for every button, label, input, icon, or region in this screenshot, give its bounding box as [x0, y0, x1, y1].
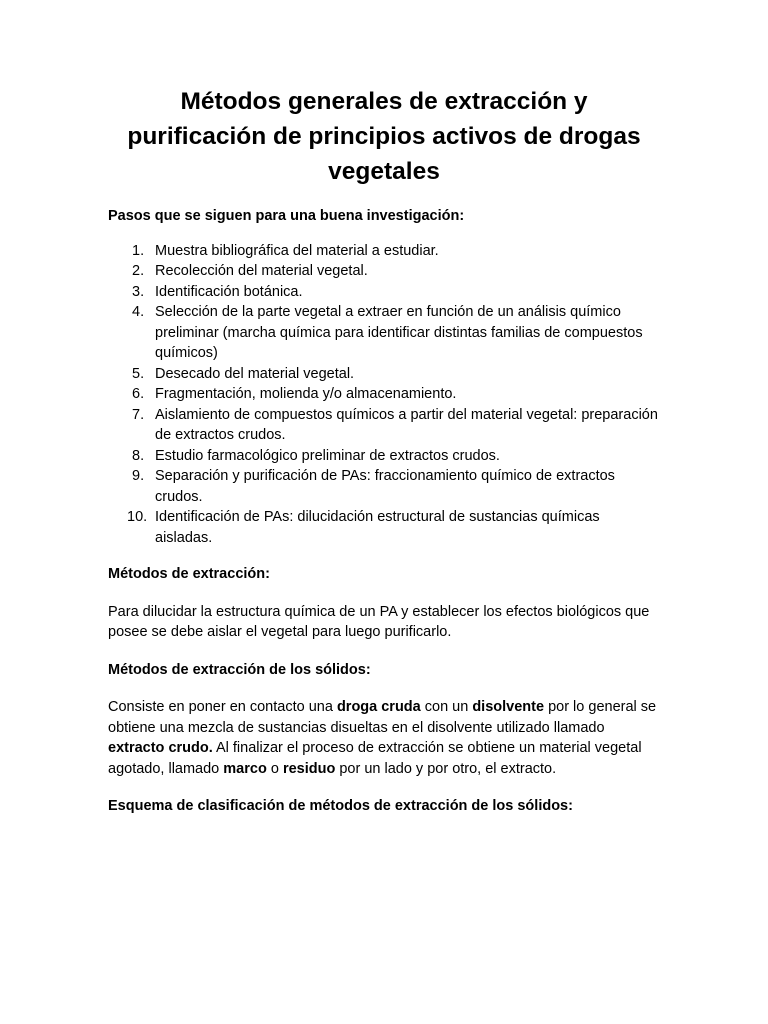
list-item [108, 446, 660, 467]
list-item-text: Estudio farmacológico preliminar de extractos crudos. [155, 447, 500, 464]
list-item-number: 10. [127, 509, 148, 525]
list-item-text: Aislamiento de compuestos químicos a partir del material vegetal: preparación de extractos crudos. [155, 406, 658, 443]
extraction-methods-paragraph: Para dilucidar la estructura química de un PA y establecer los efectos biológicos que posee se debe aislar el vegetal para luego purificarlo. [108, 603, 650, 640]
list-item [108, 507, 660, 548]
list-item-number: 8. [132, 447, 145, 464]
list-item-text: Muestra bibliográfica del material a estudiar. [155, 242, 439, 259]
paragraph-text: o [266, 760, 283, 777]
bold-term-marco: marco [223, 760, 267, 777]
list-item [108, 282, 660, 303]
paragraph-text: Al finalizar el proceso de extracción se obtiene un material vegetal agotado, llamado [108, 740, 642, 777]
list-item [108, 466, 660, 507]
paragraph-text: por lo general se obtiene una mezcla de sustancias disueltas en el disolvente utilizado llamado [108, 699, 657, 736]
list-item-number: 7. [132, 406, 145, 423]
paragraph-text: por un lado y por otro, el extracto. [335, 760, 557, 777]
list-item-text: Separación y purificación de PAs: fraccionamiento químico de extractos crudos. [155, 468, 615, 505]
list-item-text: Recolección del material vegetal. [155, 263, 368, 279]
list-item [108, 241, 660, 262]
list-item-number: 6. [132, 386, 145, 402]
list-item-number: 4. [132, 304, 145, 320]
solid-extraction-heading: Métodos de extracción de los sólidos: [108, 661, 371, 678]
list-item [108, 302, 660, 364]
list-item [108, 384, 660, 405]
paragraph-text: Consiste en poner en contacto una [108, 699, 337, 715]
bold-term-extracto-crudo: extracto crudo. [108, 740, 213, 756]
list-item [108, 261, 660, 282]
list-item-text: Fragmentación, molienda y/o almacenamiento. [155, 386, 457, 402]
document-title: Métodos generales de extracción y purificación de principios activos de drogas vegetales [127, 88, 641, 185]
list-item-number: 5. [132, 365, 145, 382]
extraction-methods-heading: Métodos de extracción: [108, 566, 270, 582]
list-item-text: Desecado del material vegetal. [155, 365, 355, 382]
list-item [108, 364, 660, 385]
document-page [108, 84, 660, 817]
steps-heading: Pasos que se siguen para una buena investigación: [108, 208, 465, 224]
bold-term-droga-cruda: droga cruda [336, 699, 421, 715]
solid-extraction-paragraph [108, 697, 660, 779]
list-item [108, 405, 660, 446]
steps-list [108, 241, 660, 549]
classification-scheme-heading: Esquema de clasificación de métodos de extracción de los sólidos: [108, 798, 573, 814]
bold-term-residuo: residuo [282, 760, 336, 777]
list-item-number: 1. [132, 242, 145, 259]
paragraph-text: con un [420, 699, 473, 715]
list-item-text: Identificación de PAs: dilucidación estructural de sustancias químicas aisladas. [155, 509, 600, 546]
list-item-text: Identificación botánica. [155, 283, 303, 300]
list-item-number: 2. [132, 263, 145, 279]
list-item-number: 9. [132, 468, 145, 484]
list-item-number: 3. [132, 283, 145, 300]
bold-term-disolvente: disolvente [472, 699, 545, 715]
list-item-text: Selección de la parte vegetal a extraer en función de un análisis químico preliminar (marcha química para identificar distintas familias de compuestos químicos) [155, 304, 643, 361]
